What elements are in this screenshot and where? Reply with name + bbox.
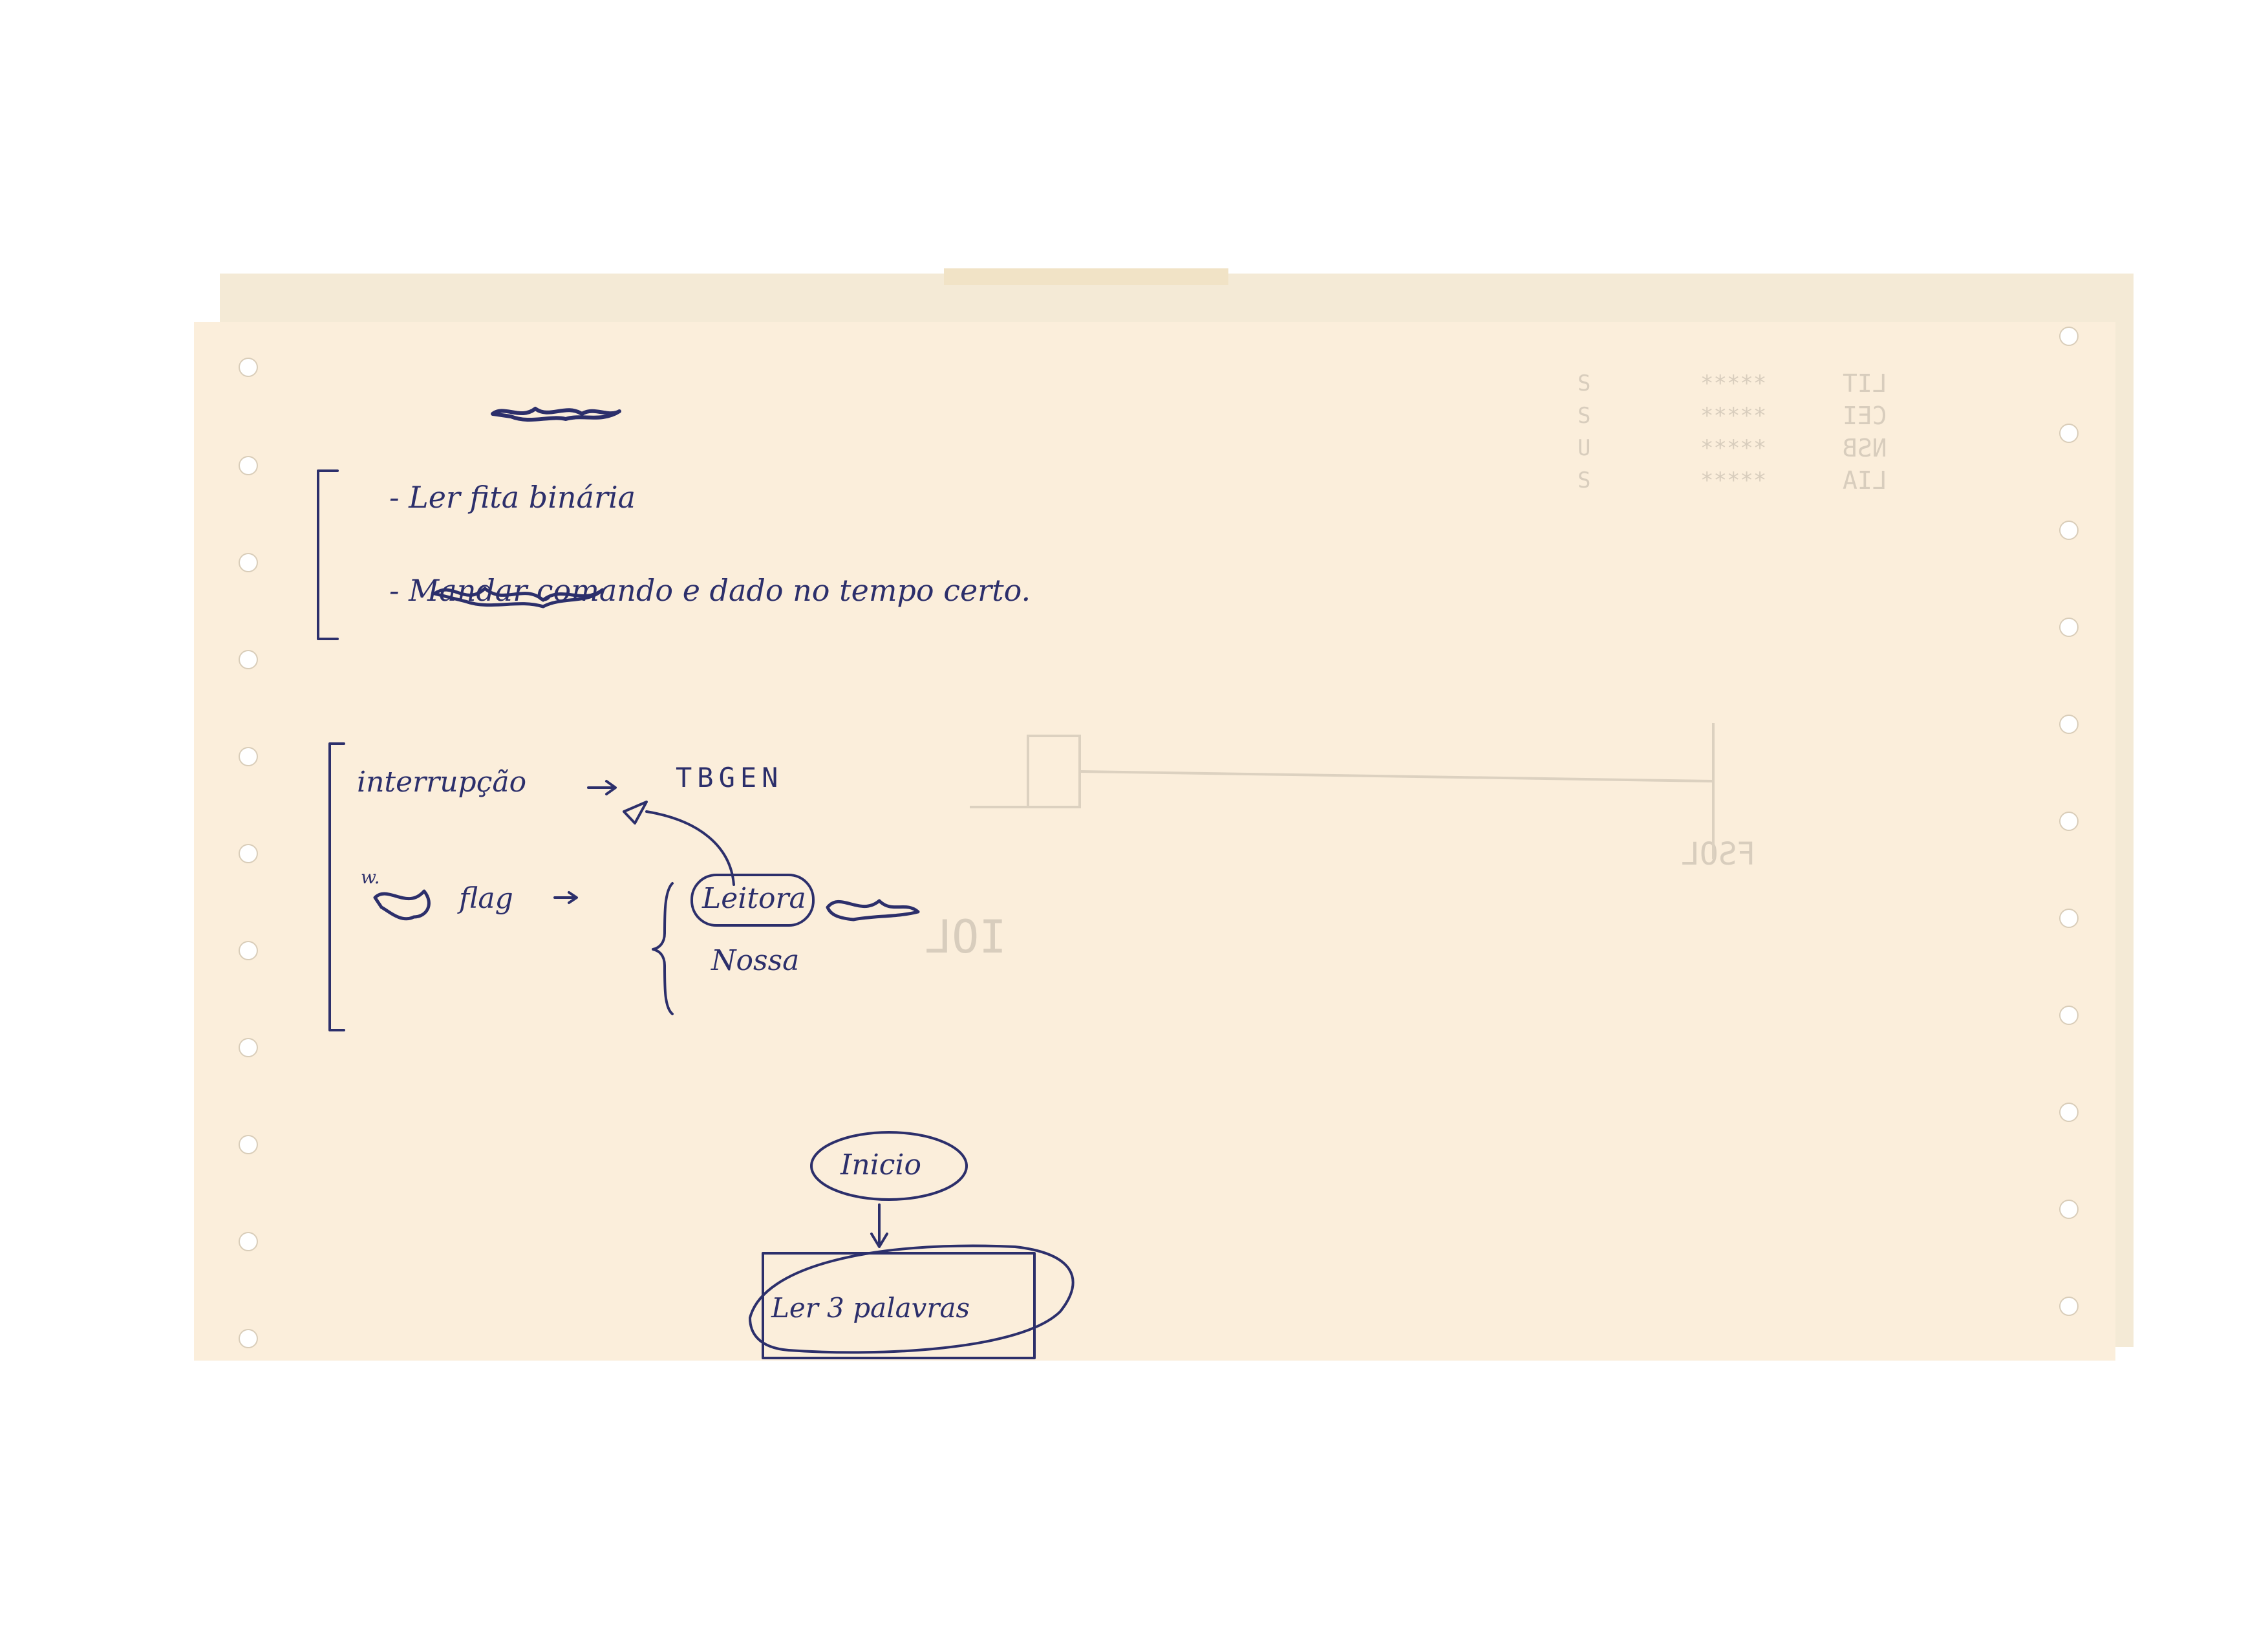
flow-arrow <box>872 1205 887 1247</box>
ghost-stars: ***** <box>1700 435 1767 461</box>
ink-strokes <box>194 322 2115 1361</box>
brace-options <box>653 883 672 1014</box>
arrow-flag <box>555 892 577 903</box>
scribble-flag <box>375 891 429 919</box>
arrow-interrupcao <box>588 781 615 794</box>
bracket-2 <box>330 744 344 1030</box>
ghost-mark: S <box>1578 468 1591 493</box>
ghost-mark: S <box>1578 403 1591 429</box>
flow-ler-3-palavras: Ler 3 palavras <box>771 1292 970 1324</box>
ghost-stars: ***** <box>1700 468 1767 493</box>
ghost-mark: S <box>1578 371 1591 396</box>
ghost-stars: ***** <box>1700 371 1767 396</box>
ghost-code: LIA <box>1843 466 1887 495</box>
ghost-mark: U <box>1578 435 1591 461</box>
note-mandar-comando: - Mandar comando e dado no tempo certo. <box>389 573 1031 608</box>
bracket-1 <box>318 471 337 639</box>
ghost-fsol: FSOL <box>1681 836 1756 872</box>
option-leitora: Leitora <box>702 882 806 915</box>
tape-strip <box>944 268 1228 285</box>
ghost-code: LIT <box>1843 369 1887 398</box>
ghost-code: NSB <box>1843 434 1887 462</box>
scribble-after-leitora <box>828 901 918 920</box>
ghost-code: CEI <box>1843 402 1887 430</box>
flow-inicio: Inicio <box>840 1148 921 1181</box>
note-ler-fita: - Ler fita binária <box>389 480 636 515</box>
option-nossa: Nossa <box>711 944 800 977</box>
ghost-stars: ***** <box>1700 403 1767 429</box>
arrow-tbgen-triangle <box>624 802 647 823</box>
note-flag-prefix: w. <box>361 867 380 888</box>
scribble-top <box>493 409 619 420</box>
note-interrupcao: interrupção <box>357 766 527 799</box>
note-flag: flag <box>459 882 513 915</box>
note-tbgen: TBGEN <box>676 762 784 793</box>
form-paper <box>194 322 2115 1361</box>
ghost-iol: IOL <box>925 911 1007 964</box>
